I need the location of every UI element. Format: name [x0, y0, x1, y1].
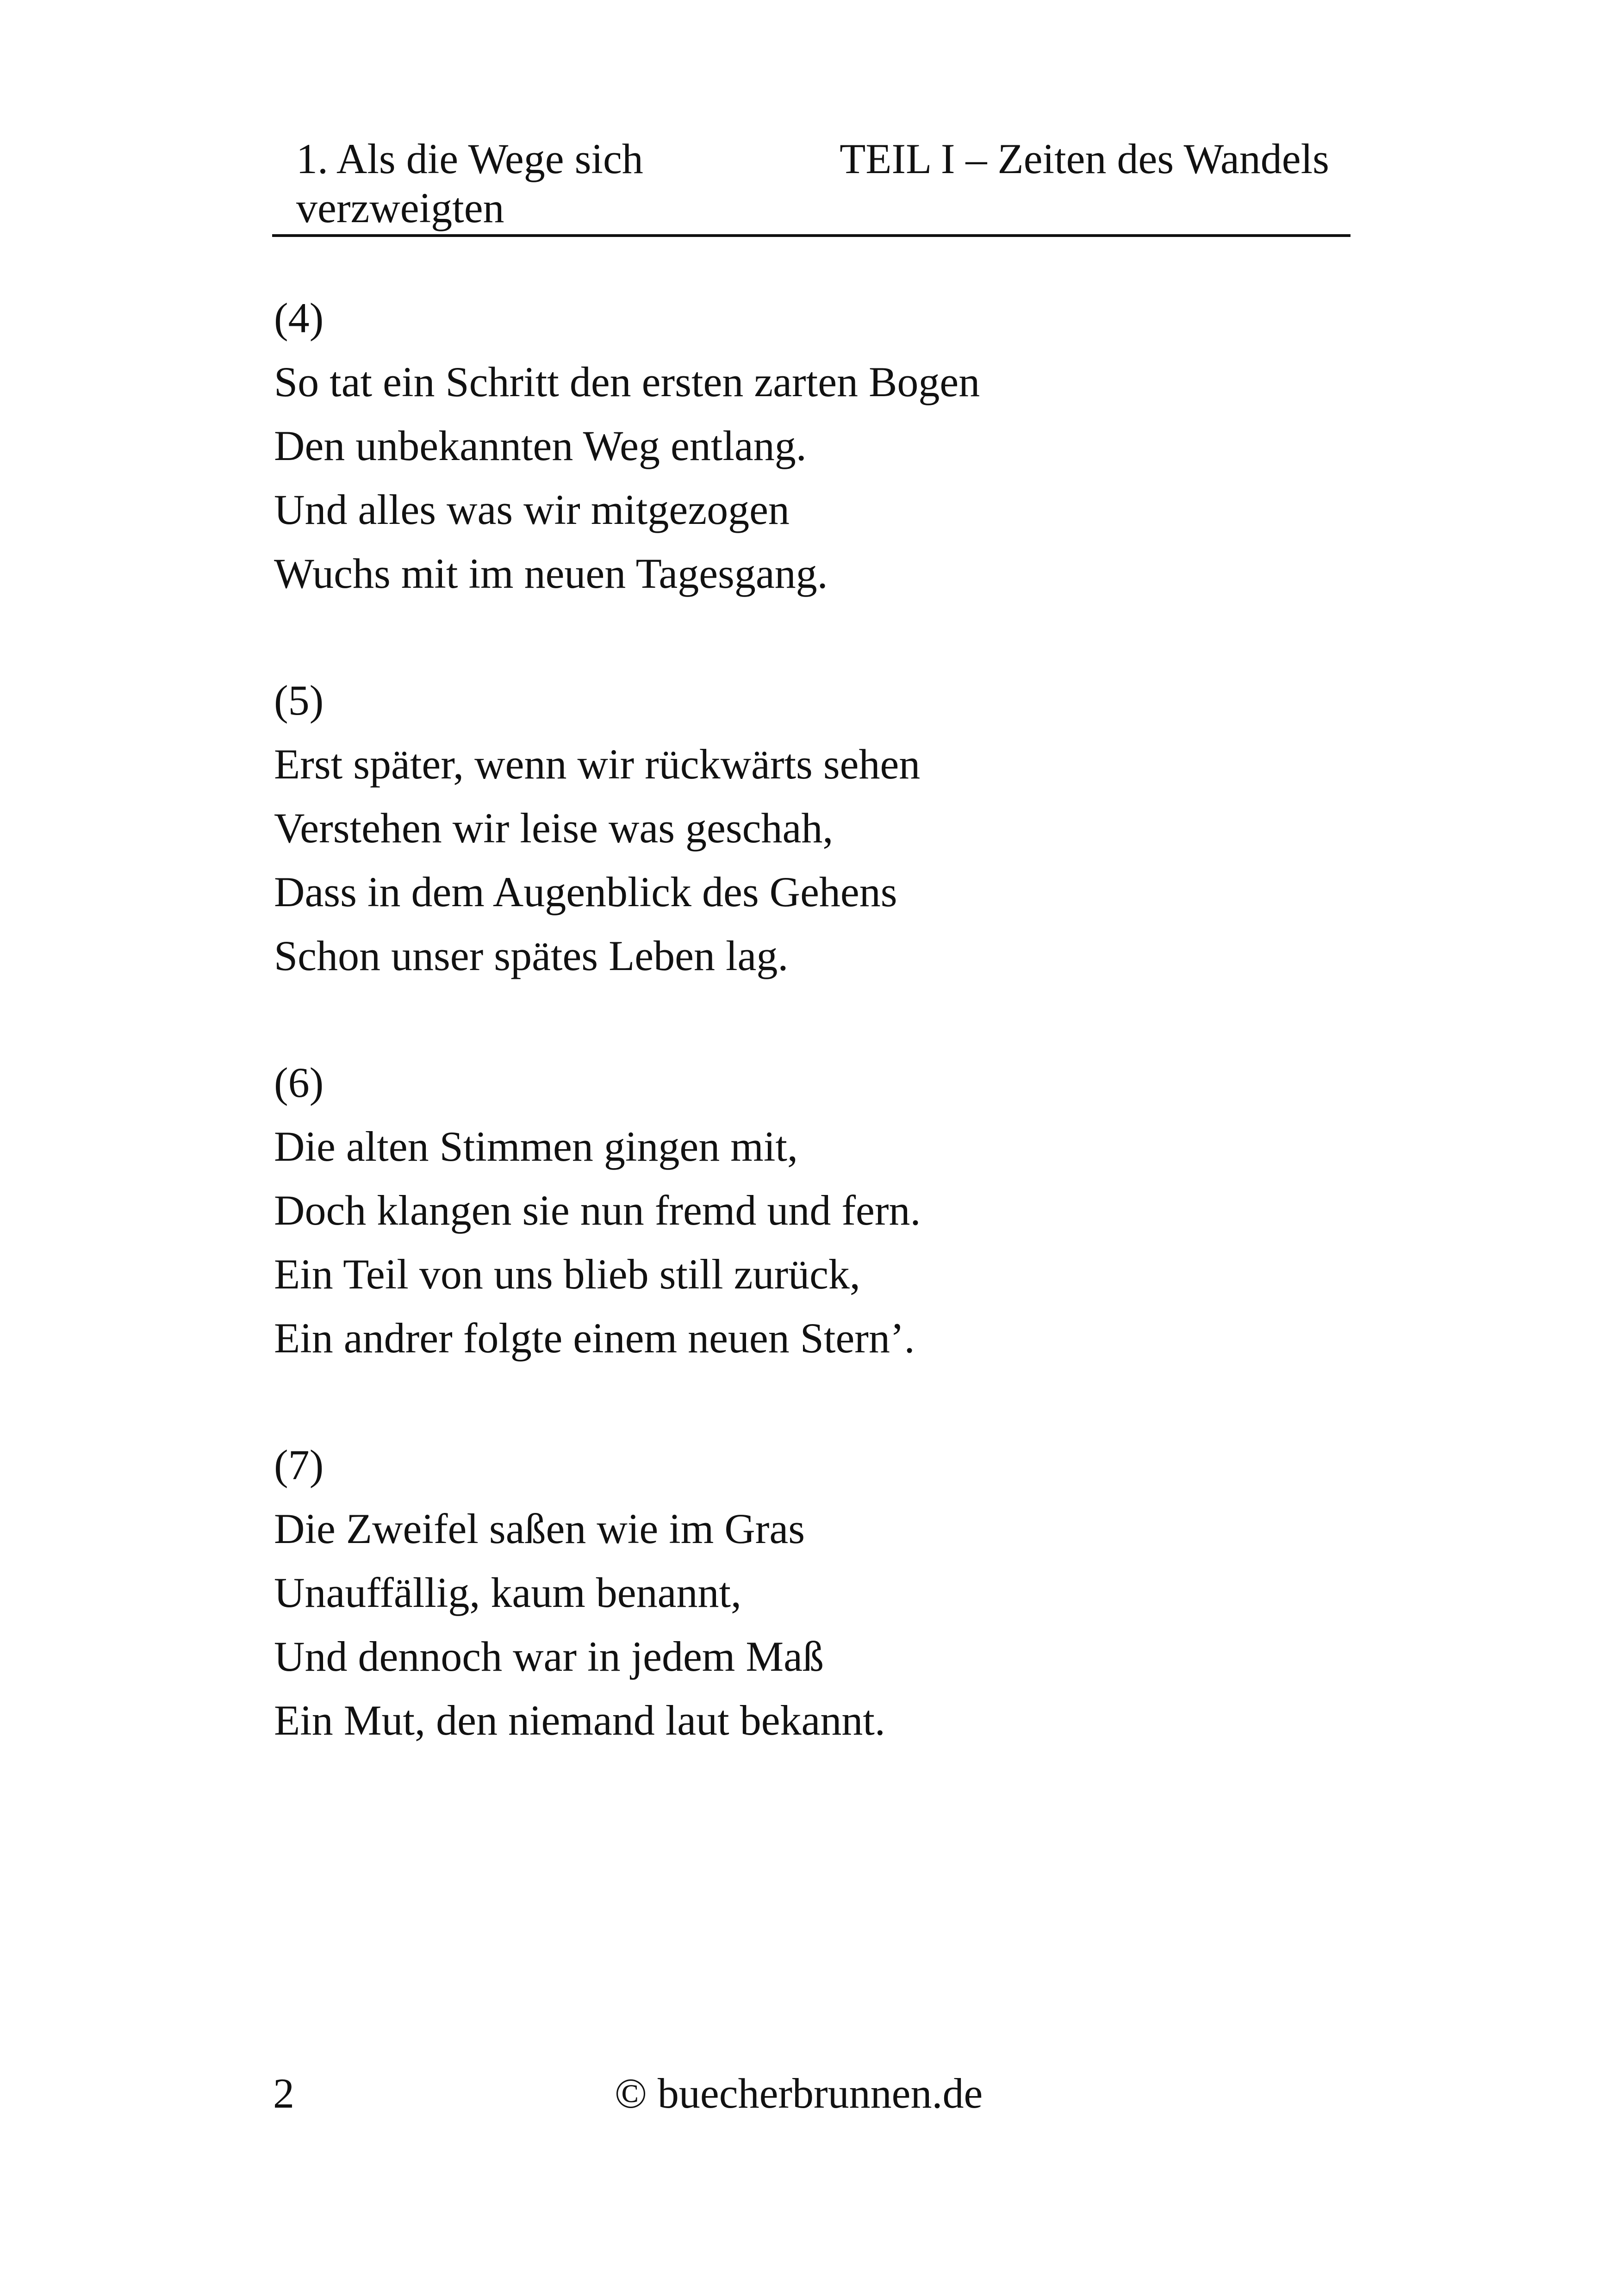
page-number: 2	[273, 2070, 294, 2117]
stanza-6	[274, 1051, 1338, 1370]
stanza-number: (6)	[274, 1059, 324, 1106]
verse-line: Unauffällig, kaum benannt,	[274, 1569, 742, 1616]
page-header	[272, 134, 1350, 237]
verse-line: Und dennoch war in jedem Maß	[274, 1633, 824, 1680]
verse-line: Erst später, wenn wir rückwärts sehen	[274, 740, 921, 788]
verse-line: Die Zweifel saßen wie im Gras	[274, 1505, 805, 1552]
chapter-title-line-2: verzweigten	[296, 184, 504, 231]
part-title: TEIL I – Zeiten des Wandels	[840, 135, 1329, 182]
stanza-5	[274, 668, 1338, 988]
verse-line: Und alles was wir mitgezogen	[274, 486, 790, 533]
verse-line: So tat ein Schritt den ersten zarten Bogen	[274, 358, 980, 405]
stanza-number: (7)	[274, 1441, 324, 1488]
stanza-4	[274, 286, 1338, 605]
verse-line: Dass in dem Augenblick des Gehens	[274, 868, 897, 915]
copyright-notice: © buecherbrunnen.de	[615, 2070, 983, 2117]
stanza-number: (5)	[274, 677, 324, 724]
verse-line: Ein Mut, den niemand laut bekannt.	[274, 1697, 885, 1744]
verse-line: Ein Teil von uns blieb still zurück,	[274, 1251, 860, 1298]
verse-line: Die alten Stimmen gingen mit,	[274, 1123, 798, 1170]
verse-line: Den unbekannten Weg entlang.	[274, 422, 807, 469]
chapter-title-line-1: 1. Als die Wege sich	[296, 135, 643, 182]
verse-line: Doch klangen sie nun fremd und fern.	[274, 1187, 921, 1234]
verse-line: Schon unser spätes Leben lag.	[274, 932, 789, 979]
chapter-title	[296, 134, 713, 232]
verse-line: Ein andrer folgte einem neuen Stern’.	[274, 1314, 915, 1362]
stanza-number: (4)	[274, 294, 324, 342]
poem-body	[274, 286, 1338, 1815]
verse-line: Wuchs mit im neuen Tagesgang.	[274, 550, 828, 597]
verse-line: Verstehen wir leise was geschah,	[274, 804, 834, 852]
stanza-7	[274, 1433, 1338, 1752]
